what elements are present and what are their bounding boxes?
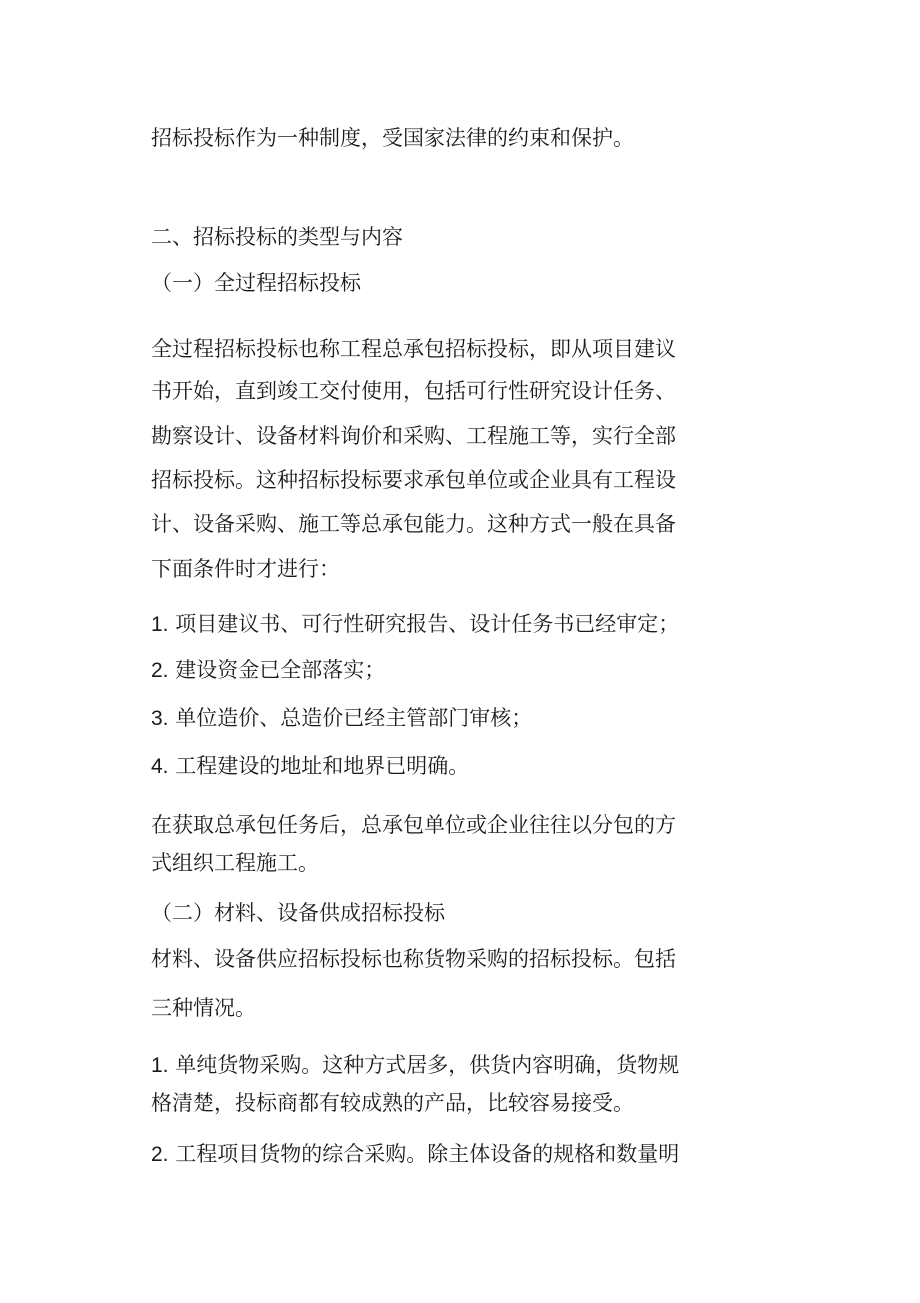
list-item-number: 1. [151, 1054, 169, 1077]
list-item-text: 工程建设的地址和地界已明确。 [175, 754, 470, 778]
list-item-text: 单位造价、总造价已经主管部门审核； [175, 706, 533, 730]
list-item [151, 1141, 721, 1168]
list-item-number: 2. [151, 1143, 169, 1166]
list-item-number: 2. [151, 659, 169, 682]
list-item-number: 4. [151, 755, 169, 778]
list-item [151, 753, 721, 780]
list-item-text: 建设资金已全部落实； [175, 658, 386, 682]
section-heading: 二、招标投标的类型与内容 [151, 225, 403, 249]
list-item-text: 项目建议书、可行性研究报告、设计任务书已经审定； [175, 612, 680, 636]
list-item-number: 1. [151, 613, 169, 636]
intro-line: 招标投标作为一种制度，受国家法律的约束和保护。 [151, 126, 634, 150]
list-item [151, 1052, 721, 1079]
subsection-heading: （一）全过程招标投标 [151, 271, 361, 295]
list-item-text: 单纯货物采购。这种方式居多，供货内容明确，货物规 [175, 1053, 680, 1077]
paragraph-line: 勘察设计、设备材料询价和采购、工程施工等，实行全部 [151, 424, 676, 448]
list-item [151, 611, 721, 638]
list-item [151, 705, 721, 732]
paragraph-line: 在获取总承包任务后，总承包单位或企业往往以分包的方 [151, 813, 676, 837]
paragraph-line: 书开始，直到竣工交付使用，包括可行性研究设计任务、 [151, 379, 676, 403]
list-item-continuation: 格清楚，投标商都有较成熟的产品，比较容易接受。 [151, 1091, 634, 1115]
paragraph-line: 全过程招标投标也称工程总承包招标投标，即从项目建议 [151, 337, 676, 361]
subsection-heading: （二）材料、设备供成招标投标 [151, 901, 445, 925]
list-item-text: 工程项目货物的综合采购。除主体设备的规格和数量明 [175, 1142, 680, 1166]
list-item [151, 657, 721, 684]
paragraph-line: 招标投标。这种招标投标要求承包单位或企业具有工程设 [151, 468, 676, 492]
paragraph-line: 式组织工程施工。 [151, 851, 319, 875]
paragraph-line: 下面条件时才进行： [151, 557, 340, 581]
paragraph-line: 计、设备采购、施工等总承包能力。这种方式一般在具备 [151, 512, 676, 536]
list-item-number: 3. [151, 707, 169, 730]
paragraph-line: 材料、设备供应招标投标也称货物采购的招标投标。包括 [151, 947, 676, 971]
paragraph-line: 三种情况。 [151, 996, 256, 1020]
